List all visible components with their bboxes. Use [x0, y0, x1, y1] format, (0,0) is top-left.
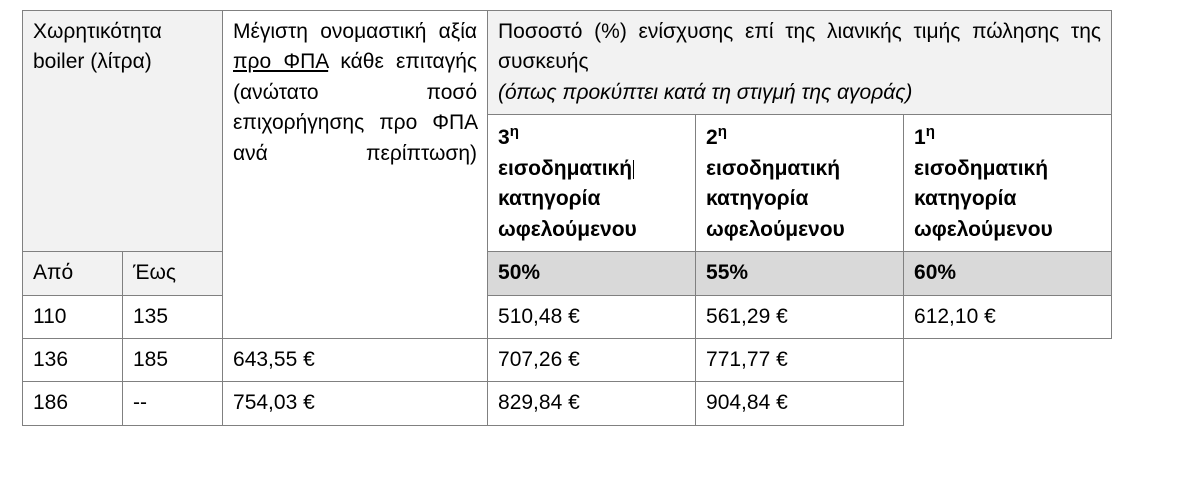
- max-value-line-1: Μέγιστη: [233, 20, 308, 43]
- table-header-row-3: [23, 252, 1112, 295]
- capacity-header-label: Χωρητικότητα boiler (λίτρα): [33, 20, 162, 74]
- capacity-header-cell: [23, 11, 223, 252]
- category-2-ordinal: 2: [706, 126, 718, 150]
- percent-cell-3: 50%: [488, 252, 696, 295]
- category-3-line-3: ωφελούμενου: [498, 217, 637, 241]
- to-header-cell: [123, 252, 223, 295]
- row-3-value-3: 754,03 €: [223, 382, 488, 425]
- row-1-value-2: 561,29 €: [696, 295, 904, 338]
- row-2-value-3: 643,55 €: [223, 338, 488, 381]
- category-header-2: [696, 115, 904, 252]
- subsidy-title: Ποσοστό (%) ενίσχυσης επί της λιανικής τιμής πώλησης της συσκευής: [498, 20, 1102, 74]
- category-2-ordinal-suffix: η: [717, 123, 727, 141]
- percent-cell-1: 60%: [904, 252, 1112, 295]
- from-label: Από: [33, 261, 74, 285]
- category-3-line-2: κατηγορία: [498, 187, 601, 211]
- percent-cell-2: 55%: [696, 252, 904, 295]
- max-value-line-3b: κάθε: [340, 50, 384, 74]
- category-header-3: [488, 115, 696, 252]
- max-value-line-7: περίπτωση): [366, 141, 478, 165]
- max-value-line-4: επιταγής (ανώτατο: [233, 50, 478, 104]
- table-row: [23, 382, 1112, 425]
- row-2-value-1: 771,77 €: [696, 338, 904, 381]
- category-2-ordinal-line: [706, 121, 893, 153]
- subsidy-table: [22, 10, 1112, 426]
- max-value-line-3a: προ ΦΠΑ: [233, 50, 329, 74]
- row-3-value-1: 904,84 €: [696, 382, 904, 425]
- category-1-ordinal: 1: [914, 126, 926, 150]
- category-1-line-1: εισοδηματική: [914, 156, 1049, 180]
- category-3-ordinal: 3: [498, 126, 510, 150]
- row-3-from: 186: [23, 382, 123, 425]
- max-value-line-6b: ανά: [233, 141, 268, 165]
- row-1-to: 135: [123, 295, 223, 338]
- row-3-value-2: 829,84 €: [488, 382, 696, 425]
- category-1-line-3: ωφελούμενου: [914, 217, 1053, 241]
- category-2-line-2: κατηγορία: [706, 187, 809, 211]
- table-header-row-1: [23, 11, 1112, 115]
- row-1-value-3: 510,48 €: [488, 295, 696, 338]
- from-header-cell: [23, 252, 123, 295]
- max-value-line-6a: προ ΦΠΑ: [379, 111, 478, 135]
- max-value-cell: [223, 11, 488, 339]
- category-1-ordinal-suffix: η: [925, 123, 935, 141]
- subsidy-title-cell: [488, 11, 1112, 115]
- max-value-line-5: ποσό επιχορήγησης: [233, 80, 478, 135]
- row-2-to: 185: [123, 338, 223, 381]
- category-1-ordinal-line: [914, 121, 1101, 153]
- category-3-ordinal-suffix: η: [509, 123, 519, 141]
- max-value-text: [233, 17, 477, 169]
- row-2-value-2: 707,26 €: [488, 338, 696, 381]
- category-3-ordinal-line: [498, 121, 685, 153]
- category-1-line-2: κατηγορία: [914, 187, 1017, 211]
- row-3-to: --: [123, 382, 223, 425]
- row-1-value-1: 612,10 €: [904, 295, 1112, 338]
- category-2-line-3: ωφελούμενου: [706, 217, 845, 241]
- table-row: [23, 338, 1112, 381]
- row-1-from: 110: [23, 295, 123, 338]
- category-header-1: [904, 115, 1112, 252]
- text-caret: [633, 160, 634, 179]
- max-value-line-2: ονομαστική αξία: [320, 20, 478, 43]
- table-row: [23, 295, 1112, 338]
- category-2-line-1: εισοδηματική: [706, 156, 841, 180]
- row-2-from: 136: [23, 338, 123, 381]
- subsidy-subtitle: (όπως προκύπτει κατά τη στιγμή της αγοράς): [498, 80, 913, 104]
- category-3-line-1: εισοδηματική: [498, 156, 633, 180]
- to-label: Έως: [133, 261, 176, 285]
